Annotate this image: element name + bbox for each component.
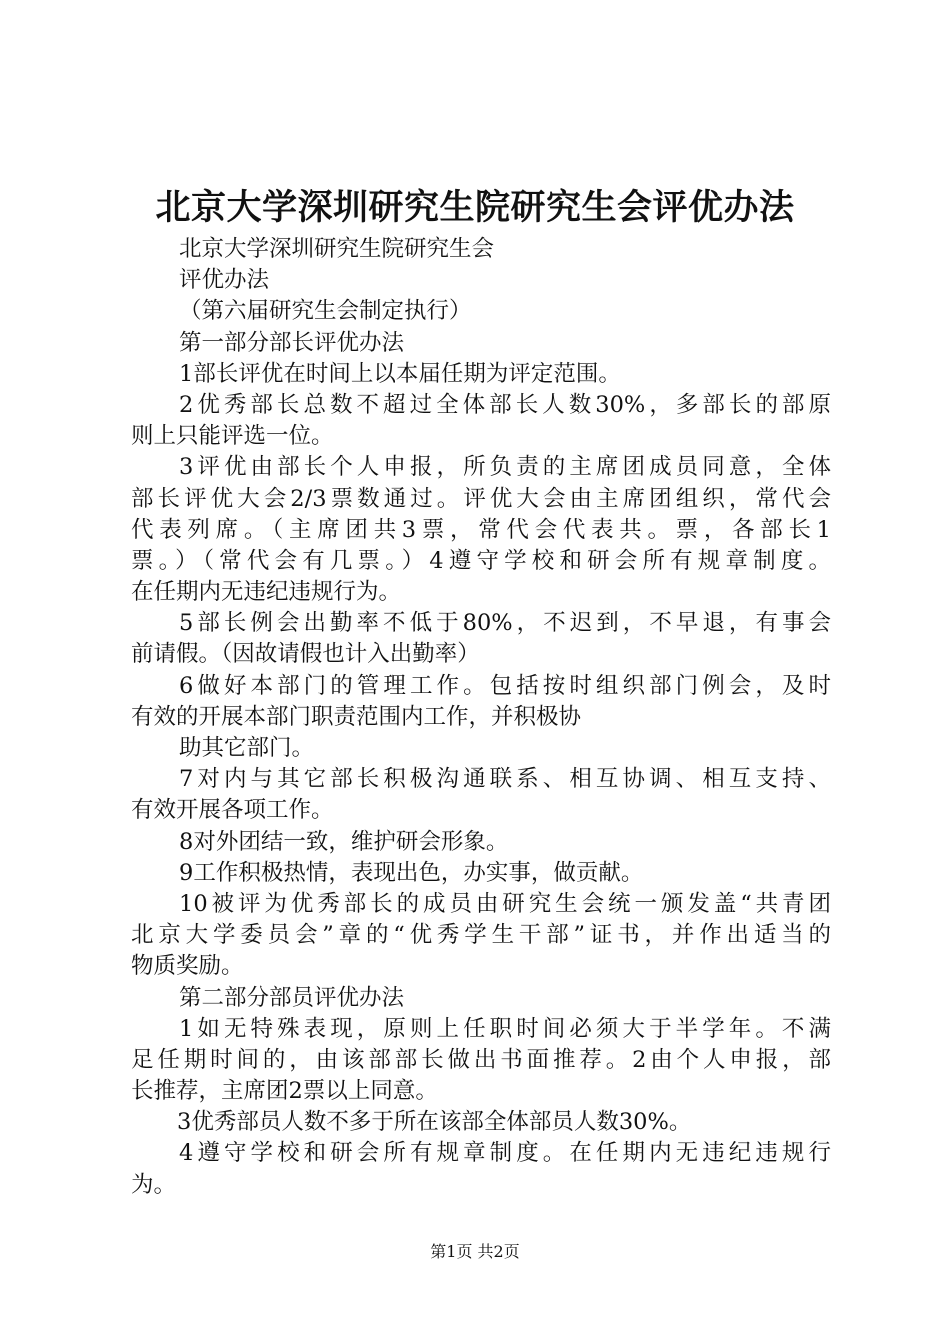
paragraph-line: 1部长评优在时间上以本届任期为评定范围。 [179,360,621,387]
section-heading: 第二部分部员评优办法 [179,984,405,1011]
paragraph-line: 则上只能评选一位。 [131,423,334,450]
paragraph-line: 票。）（常代会有几票。）4遵守学校和研会所有规章制度。 [131,547,831,574]
paragraph-line: 评优办法 [179,267,270,294]
document-body [131,234,831,1201]
paragraph-line: 有效的开展本部门职责范围内工作，并积极协 [131,703,582,730]
paragraph-line: 长推荐，主席团2票以上同意。 [131,1078,438,1105]
paragraph-line: 3评优由部长个人申报，所负责的主席团成员同意，全体 [179,454,831,481]
document-title: 北京大学深圳研究生院研究生会评优办法 [155,187,795,228]
paragraph-line: 北京大学深圳研究生院研究生会 [179,236,495,262]
paragraph-line: 有效开展各项工作。 [131,797,334,824]
paragraph-line: 9工作积极热情，表现出色，办实事，做贡献。 [179,859,644,886]
paragraph-line: 助其它部门。 [179,735,315,761]
paragraph-line: 部长评优大会2/3票数通过。评优大会由主席团组织，常代会 [131,485,831,512]
page-footer: 第1页 共2页 [430,1242,520,1261]
paragraph-line: 1如无特殊表现，原则上任职时间必须大于半学年。不满 [179,1015,831,1042]
paragraph-line: 10被评为优秀部长的成员由研究生会统一颁发盖“共青团 [179,890,831,917]
paragraph-line: 4遵守学校和研会所有规章制度。在任期内无违纪违规行 [179,1140,831,1167]
paragraph-line: 7对内与其它部长积极沟通联系、相互协调、相互支持、 [179,766,831,793]
paragraph-line: 6做好本部门的管理工作。包括按时组织部门例会，及时 [179,672,831,699]
paragraph-line: 北京大学委员会”章的“优秀学生干部”证书，并作出适当的 [131,922,831,949]
paragraph-line: 2优秀部长总数不超过全体部长人数30%，多部长的部原 [179,391,831,418]
section-heading: 第一部分部长评优办法 [179,329,405,356]
paragraph-line: 前请假。（因故请假也计入出勤率） [131,641,480,668]
paragraph-line: 物质奖励。 [131,953,244,980]
paragraph-line: 为。 [131,1171,177,1198]
paragraph-line: 5部长例会出勤率不低于80%，不迟到，不早退，有事会 [179,610,831,637]
paragraph-line: 8对外团结一致，维护研会形象。 [179,828,509,855]
paragraph-line: 在任期内无违纪违规行为。 [131,579,402,606]
paragraph-line: 足任期时间的，由该部部长做出书面推荐。2由个人申报，部 [131,1046,831,1073]
paragraph-line: （第六届研究生会制定执行） [179,298,472,325]
paragraph-line: 代表列席。（主席团共3票，常代会代表共。票，各部长1 [131,516,831,543]
paragraph-line: 3优秀部员人数不多于所在该部全体部员人数30%。 [177,1109,692,1136]
